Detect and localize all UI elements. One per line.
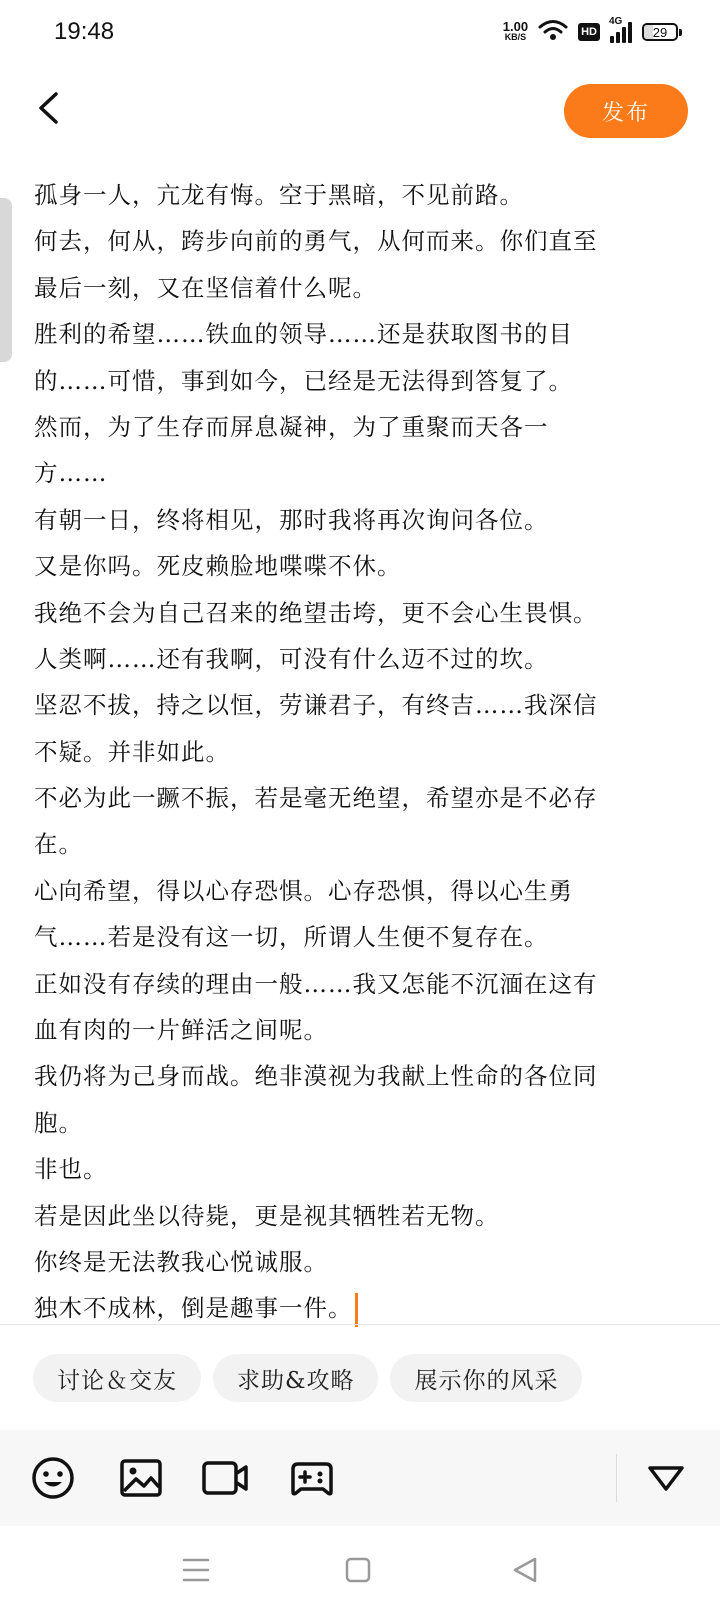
tag-show-style[interactable]: 展示你的风采 xyxy=(390,1354,582,1402)
editor-toolbar xyxy=(0,1430,720,1526)
content-line-text: 最后一刻，又在坚信着什么呢。 xyxy=(34,273,377,302)
insert-image-button[interactable] xyxy=(117,1454,165,1502)
publish-button[interactable]: 发布 xyxy=(564,84,688,138)
content-line xyxy=(34,775,694,821)
insert-game-button[interactable] xyxy=(288,1454,336,1502)
divider xyxy=(0,1324,720,1325)
hd-badge: HD xyxy=(578,23,600,41)
gamepad-icon xyxy=(290,1458,334,1498)
text-cursor xyxy=(355,1293,358,1327)
content-line xyxy=(34,1239,694,1285)
cell-signal-icon xyxy=(609,16,632,43)
content-line xyxy=(34,218,694,264)
chevron-left-icon xyxy=(36,91,60,125)
content-line-text: 在。 xyxy=(34,830,83,859)
content-line xyxy=(34,636,694,682)
content-line xyxy=(34,682,694,728)
content-line xyxy=(34,1193,694,1239)
content-line xyxy=(34,1100,694,1146)
home-icon xyxy=(344,1556,372,1584)
content-line-text: 非也。 xyxy=(34,1155,108,1184)
content-line xyxy=(34,311,694,357)
system-back-button[interactable] xyxy=(507,1552,543,1588)
toolbar-separator xyxy=(616,1454,617,1502)
content-line xyxy=(34,543,694,589)
content-line xyxy=(34,1053,694,1099)
content-line-text: 心向希望，得以心存恐惧。心存恐惧，得以心生勇 xyxy=(34,876,573,905)
home-button[interactable] xyxy=(340,1552,376,1588)
network-type: 4G xyxy=(609,16,623,27)
content-line-text: 我绝不会为自己召来的绝望击垮，更不会心生畏惧。 xyxy=(34,598,598,627)
content-line xyxy=(34,172,694,218)
network-speed-value: 1.00 xyxy=(502,19,529,34)
collapse-icon xyxy=(646,1463,686,1493)
content-line-text: 胜利的希望……铁血的领导……还是获取图书的目 xyxy=(34,320,573,349)
content-line xyxy=(34,729,694,775)
content-line xyxy=(34,868,694,914)
content-line-text: 不必为此一蹶不振，若是毫无绝望，希望亦是不必存 xyxy=(34,784,598,813)
content-line-text: 不疑。并非如此。 xyxy=(34,737,230,766)
battery-icon xyxy=(642,23,682,41)
content-line-text: 何去，何从，跨步向前的勇气，从何而来。你们直至 xyxy=(34,227,598,256)
content-line-text: 的……可惜，事到如今，已经是无法得到答复了。 xyxy=(34,366,573,395)
video-icon xyxy=(201,1459,249,1497)
content-line xyxy=(34,961,694,1007)
content-line-text: 胞。 xyxy=(34,1108,83,1137)
content-line xyxy=(34,497,694,543)
network-speed-unit: KB/S xyxy=(504,32,527,42)
content-line xyxy=(34,590,694,636)
content-line-text: 我仍将为己身而战。绝非漠视为我献上性命的各位同 xyxy=(34,1062,598,1091)
post-content-editor[interactable] xyxy=(34,172,694,1332)
content-line-text: 气……若是没有这一切，所谓人生便不复存在。 xyxy=(34,923,549,952)
content-line xyxy=(34,358,694,404)
content-line-text: 有朝一日，终将相见，那时我将再次询问各位。 xyxy=(34,505,549,534)
emoji-icon xyxy=(31,1456,75,1500)
edge-swipe-handle[interactable] xyxy=(0,198,12,362)
back-triangle-icon xyxy=(511,1556,539,1584)
content-line-text: 然而，为了生存而屏息凝神，为了重聚而天各一 xyxy=(34,412,549,441)
tag-discuss-friends[interactable]: 讨论＆交友 xyxy=(33,1354,201,1402)
content-line-text: 又是你吗。死皮赖脸地喋喋不休。 xyxy=(34,552,402,581)
status-bar xyxy=(0,0,720,64)
content-line xyxy=(34,1007,694,1053)
content-line xyxy=(34,821,694,867)
network-speed xyxy=(503,21,528,43)
content-line-text: 孤身一人，亢龙有悔。空于黑暗，不见前路。 xyxy=(34,181,524,209)
content-line-text: 方…… xyxy=(34,459,108,488)
content-line xyxy=(34,1146,694,1192)
topic-tags xyxy=(33,1354,582,1402)
content-line-text: 坚忍不拔，持之以恒，劳谦君子，有终吉……我深信 xyxy=(34,691,598,720)
collapse-toolbar-button[interactable] xyxy=(642,1454,690,1502)
status-time: 19:48 xyxy=(54,18,115,45)
content-line-text: 正如没有存续的理由一般……我又怎能不沉湎在这有 xyxy=(34,969,598,998)
content-line-text: 人类啊……还有我啊，可没有什么迈不过的坎。 xyxy=(34,644,549,673)
content-line xyxy=(34,450,694,496)
content-line-text: 独木不成林，倒是趣事一件。 xyxy=(34,1294,353,1323)
status-icons xyxy=(503,18,682,46)
content-line-text: 若是因此坐以待毙，更是视其牺牲若无物。 xyxy=(34,1201,500,1230)
battery-level: 29 xyxy=(652,24,668,40)
menu-icon xyxy=(182,1557,210,1583)
content-line xyxy=(34,914,694,960)
wifi-icon xyxy=(538,19,568,45)
insert-video-button[interactable] xyxy=(201,1454,249,1502)
content-line-text: 你终是无法教我心悦诚服。 xyxy=(34,1247,328,1276)
tag-help-guides[interactable]: 求助&攻略 xyxy=(213,1354,378,1402)
content-line-text: 血有肉的一片鲜活之间呢。 xyxy=(34,1016,328,1045)
emoji-button[interactable] xyxy=(29,1454,77,1502)
content-line xyxy=(34,265,694,311)
image-icon xyxy=(119,1458,163,1498)
recent-apps-button[interactable] xyxy=(178,1552,214,1588)
system-nav-bar xyxy=(0,1526,720,1612)
back-button[interactable] xyxy=(26,86,70,130)
content-line xyxy=(34,404,694,450)
